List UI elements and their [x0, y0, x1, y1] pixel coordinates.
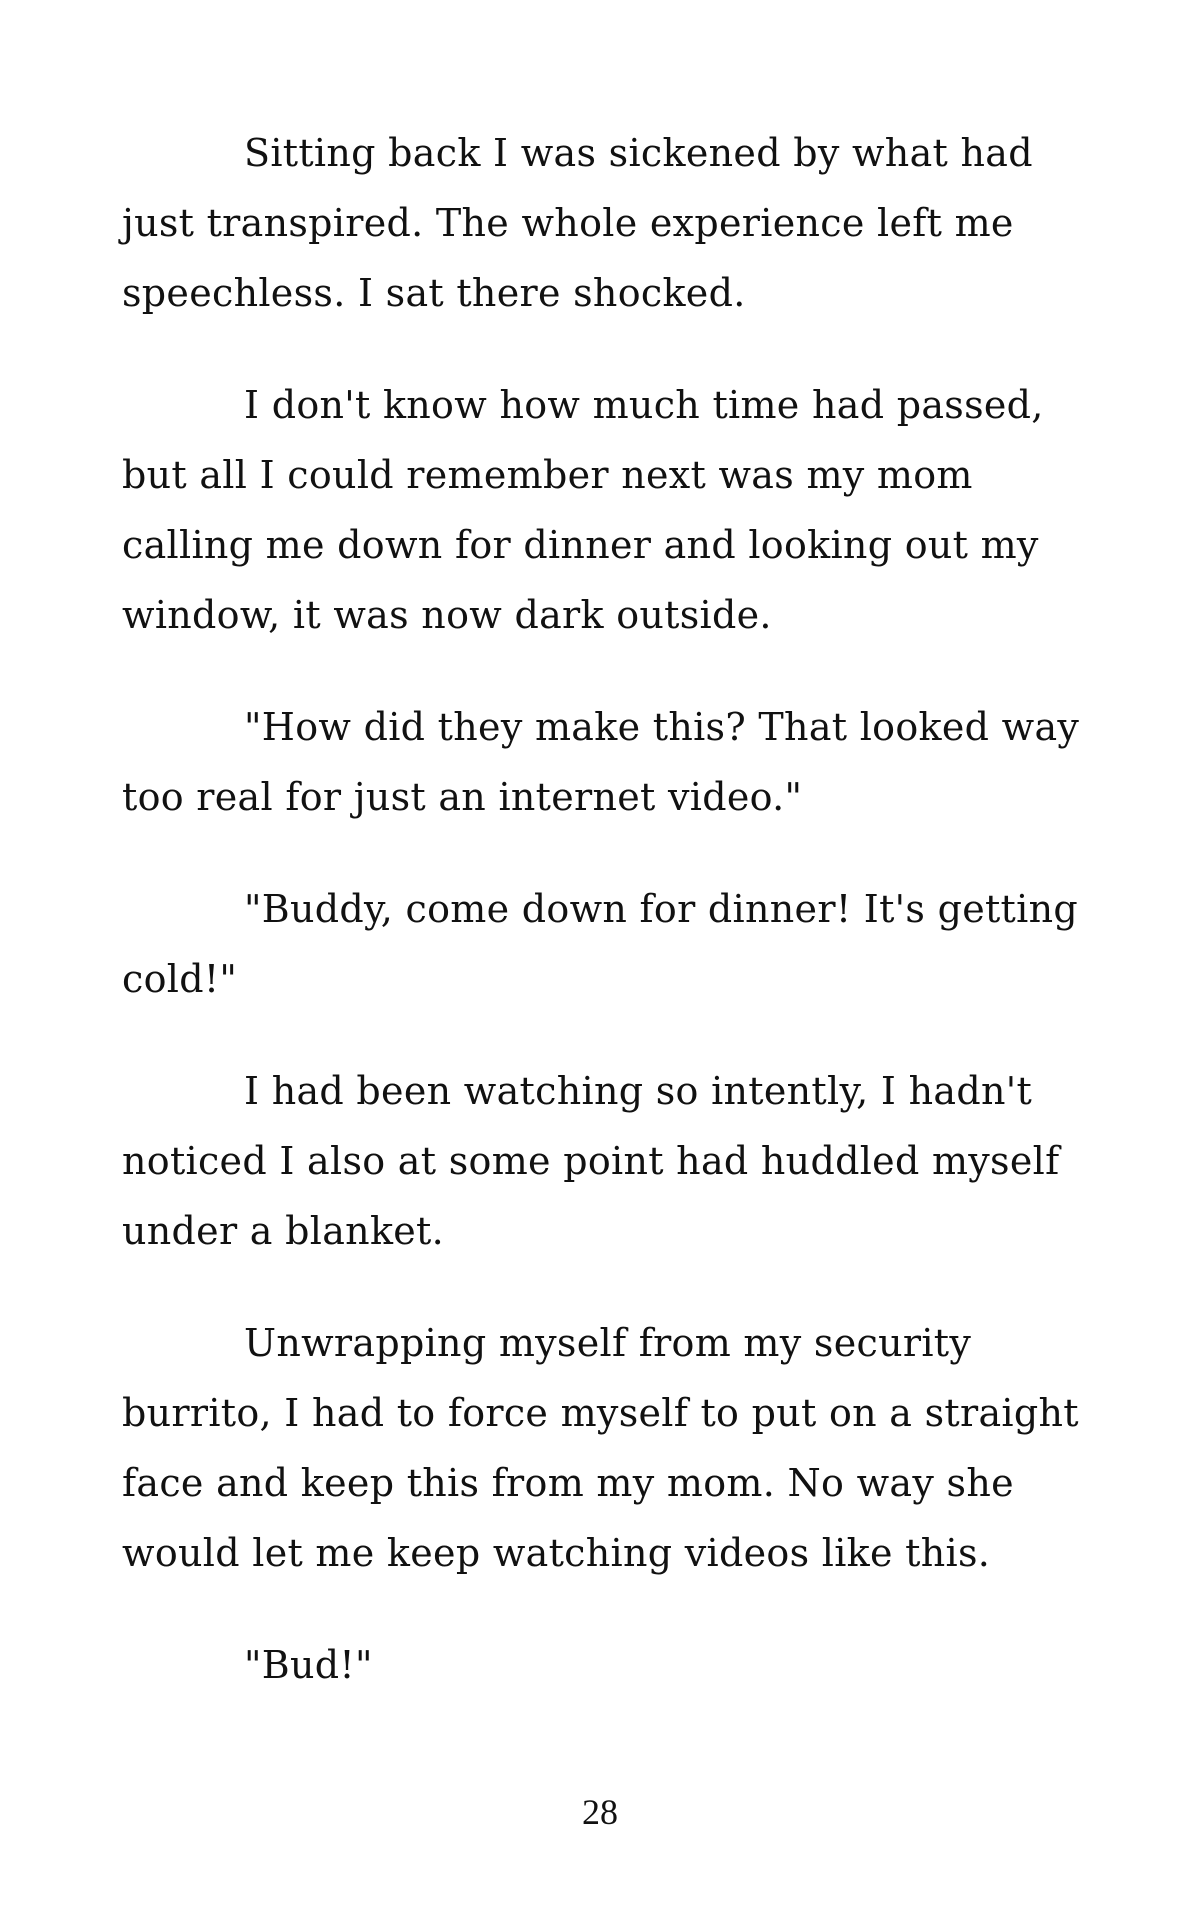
paragraph: I don't know how much time had passed, but all I could remember next was my mom calling me down for dinner and looking out my window, it was now dark outside. [122, 383, 1044, 637]
paragraph: "How did they make this? That looked way too real for just an internet video." [122, 705, 1080, 819]
paragraph: "Bud!" [244, 1643, 373, 1687]
paragraph: I had been watching so intently, I hadn't noticed I also at some point had huddled myself under a blanket. [122, 1069, 1060, 1253]
paragraph: Unwrapping myself from my security burrito, I had to force myself to put on a straight face and keep this from my mom. No way she would let me keep watching videos like this. [122, 1321, 1079, 1575]
paragraph: "Buddy, come down for dinner! It's getting cold!" [122, 887, 1078, 1001]
paragraph: Sitting back I was sickened by what had just transpired. The whole experience left me speechless. I sat there shocked. [122, 131, 1033, 315]
body-text [122, 118, 1112, 1742]
page-number: 28 [582, 1792, 618, 1832]
